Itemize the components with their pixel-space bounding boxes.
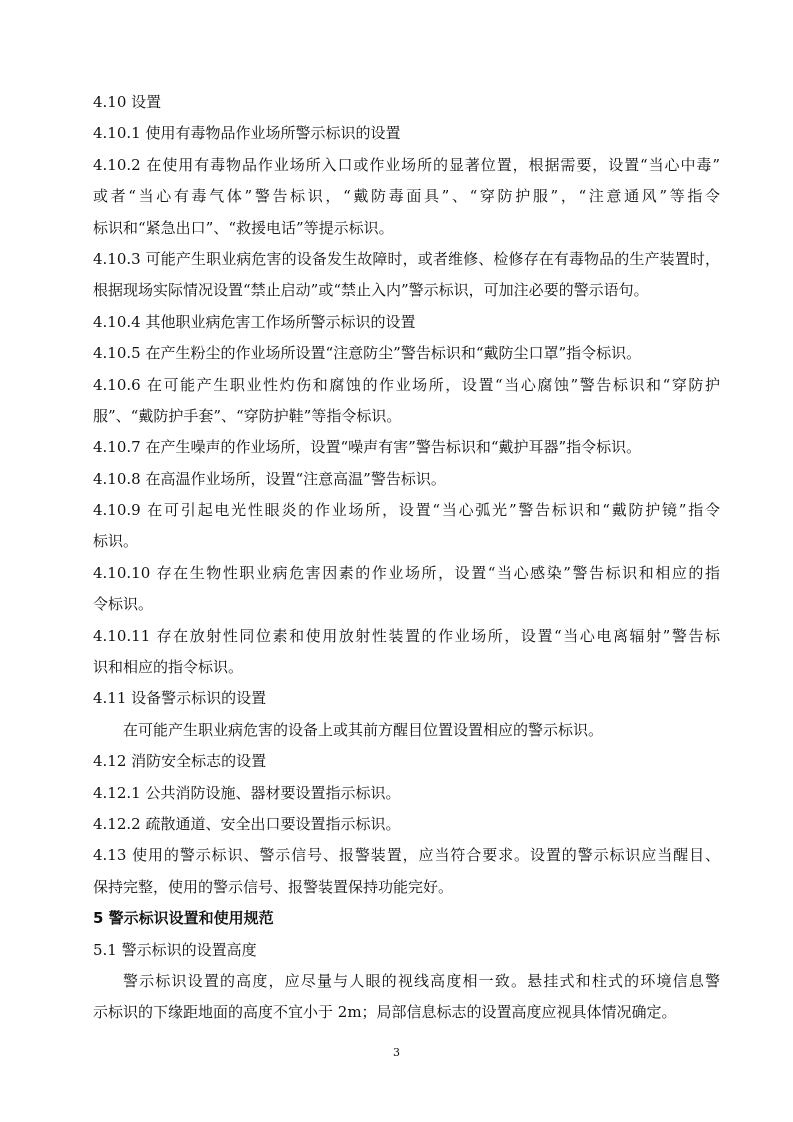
paragraph-4-11: 在可能产生职业病危害的设备上或其前方醒目位置设置相应的警示标识。 bbox=[123, 720, 604, 739]
document-body bbox=[93, 87, 720, 1029]
paragraph-5-1-end: 示标识的下缘距地面的高度不宜小于 2m；局部信息标志的设置高度应视具体情况确定。 bbox=[93, 1003, 677, 1022]
page-number: 3 bbox=[393, 1046, 400, 1059]
heading-4-10-1: 4.10.1 使用有毒物品作业场所警示标识的设置 bbox=[93, 124, 401, 143]
paragraph-4-13-end: 保持完整，使用的警示信号、报警装置保持功能完好。 bbox=[93, 877, 454, 896]
paragraph-4-10-10: 4.10.10 存在生物性职业病危害因素的作业场所，设置“当心感染”警告标识和相应的指 bbox=[93, 563, 720, 582]
heading-4-11: 4.11 设备警示标识的设置 bbox=[93, 689, 267, 708]
heading-5-1: 5.1 警示标识的设置高度 bbox=[93, 940, 257, 959]
paragraph-4-10-7: 4.10.7 在产生噪声的作业场所，设置“噪声有害”警告标识和“戴护耳器”指令标识。 bbox=[93, 438, 642, 457]
paragraph-4-10-10-end: 令标识。 bbox=[93, 595, 154, 614]
heading-section-5: 5 警示标识设置和使用规范 bbox=[93, 909, 274, 928]
paragraph-4-12-1: 4.12.1 公共消防设施、器材要设置指示标识。 bbox=[93, 783, 401, 802]
paragraph-4-10-3-end: 根据现场实际情况设置“禁止启动”或“禁止入内”警示标识，可加注必要的警示语句。 bbox=[93, 281, 649, 300]
paragraph-4-10-2: 4.10.2 在使用有毒物品作业场所入口或作业场所的显著位置，根据需要，设置“当心中毒” bbox=[93, 155, 720, 174]
paragraph-4-12-2: 4.12.2 疏散通道、安全出口要设置指示标识。 bbox=[93, 814, 401, 833]
paragraph-5-1: 警示标识设置的高度，应尽量与人眼的视线高度相一致。悬挂式和柱式的环境信息警 bbox=[123, 971, 720, 990]
paragraph-4-10-9: 4.10.9 在可引起电光性眼炎的作业场所，设置“当心弧光”警告标识和“戴防护镜”指令 bbox=[93, 501, 720, 520]
heading-4-12: 4.12 消防安全标志的设置 bbox=[93, 752, 267, 771]
paragraph-4-10-8: 4.10.8 在高温作业场所，设置“注意高温”警告标识。 bbox=[93, 469, 446, 488]
heading-4-10: 4.10 设置 bbox=[93, 93, 162, 111]
paragraph-4-10-2-end: 标识和“紧急出口”、“救援电话”等提示标识。 bbox=[93, 218, 394, 237]
paragraph-4-10-3: 4.10.3 可能产生职业病危害的设备发生故障时，或者维修、检修存在有毒物品的生产装置时， bbox=[93, 249, 720, 268]
paragraph-4-10-5: 4.10.5 在产生粉尘的作业场所设置“注意防尘”警告标识和“戴防尘口罩”指令标识。 bbox=[93, 344, 642, 363]
paragraph-4-10-11: 4.10.11 存在放射性同位素和使用放射性装置的作业场所，设置“当心电离辐射”警告标 bbox=[93, 626, 720, 645]
paragraph-4-10-11-end: 识和相应的指令标识。 bbox=[93, 658, 244, 677]
paragraph-4-10-2-cont: 或者“当心有毒气体”警告标识，“戴防毒面具”、“穿防护服”，“注意通风”等指令 bbox=[93, 187, 720, 206]
paragraph-4-10-6-end: 服”、“戴防护手套”、“穿防护鞋”等指令标识。 bbox=[93, 406, 402, 425]
paragraph-4-10-6: 4.10.6 在可能产生职业性灼伤和腐蚀的作业场所，设置“当心腐蚀”警告标识和“穿防护 bbox=[93, 375, 720, 394]
paragraph-4-13: 4.13 使用的警示标识、警示信号、报警装置，应当符合要求。设置的警示标识应当醒目、 bbox=[93, 846, 720, 865]
heading-4-10-4: 4.10.4 其他职业病危害工作场所警示标识的设置 bbox=[93, 312, 416, 331]
paragraph-4-10-9-end: 标识。 bbox=[93, 532, 139, 551]
